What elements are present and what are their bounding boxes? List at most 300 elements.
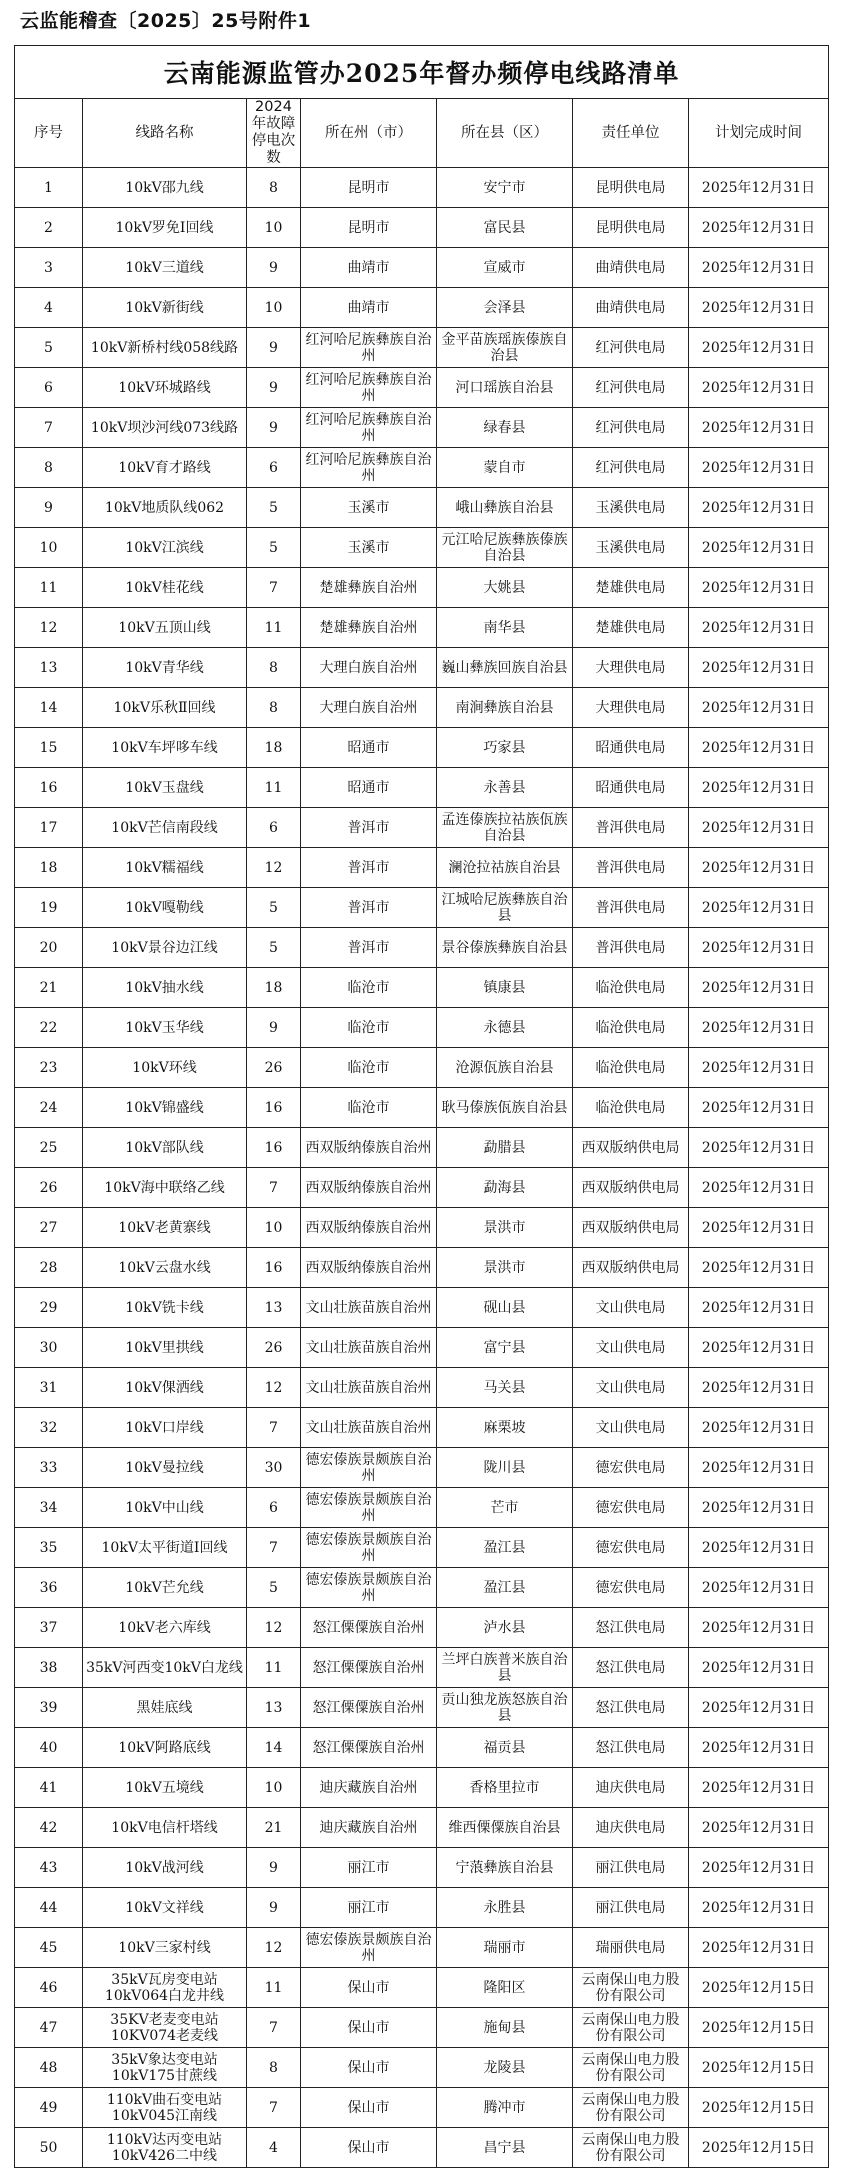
row-index-cell: 13: [15, 648, 83, 688]
prefecture-cell: 昆明市: [301, 168, 437, 208]
line-list-table: [14, 45, 829, 2168]
column-header-row: [15, 99, 829, 168]
row-index-cell: 45: [15, 1928, 83, 1968]
county-cell: 昌宁县: [437, 2128, 573, 2168]
outage-count-cell: 6: [247, 448, 301, 488]
outage-count-cell: 11: [247, 608, 301, 648]
outage-count-cell: 16: [247, 1248, 301, 1288]
responsible-unit-cell: 红河供电局: [573, 368, 689, 408]
prefecture-cell: 德宏傣族景颇族自治州: [301, 1448, 437, 1488]
county-cell: 安宁市: [437, 168, 573, 208]
responsible-unit-cell: 云南保山电力股份有限公司: [573, 2128, 689, 2168]
responsible-unit-cell: 丽江供电局: [573, 1888, 689, 1928]
completion-date-cell: 2025年12月31日: [689, 1008, 829, 1048]
line-name-cell: 10kV乐秋Ⅱ回线: [83, 688, 247, 728]
county-cell: 富民县: [437, 208, 573, 248]
line-name-cell: 10kV车坪哆车线: [83, 728, 247, 768]
table-row: [15, 1888, 829, 1928]
outage-count-cell: 6: [247, 1488, 301, 1528]
county-cell: 勐海县: [437, 1168, 573, 1208]
completion-date-cell: 2025年12月31日: [689, 1648, 829, 1688]
row-index-cell: 2: [15, 208, 83, 248]
outage-count-cell: 5: [247, 528, 301, 568]
row-index-cell: 49: [15, 2088, 83, 2128]
table-row: [15, 1008, 829, 1048]
table-row: [15, 328, 829, 368]
prefecture-cell: 临沧市: [301, 968, 437, 1008]
line-name-cell: 10kV玉盘线: [83, 768, 247, 808]
column-header-index: 序号: [15, 99, 83, 168]
line-name-cell: 10kV抽水线: [83, 968, 247, 1008]
completion-date-cell: 2025年12月31日: [689, 928, 829, 968]
prefecture-cell: 文山壮族苗族自治州: [301, 1288, 437, 1328]
table-row: [15, 408, 829, 448]
prefecture-cell: 曲靖市: [301, 288, 437, 328]
table-row: [15, 2048, 829, 2088]
outage-count-cell: 16: [247, 1088, 301, 1128]
line-name-cell: 10kV文祥线: [83, 1888, 247, 1928]
county-cell: 麻栗坡: [437, 1408, 573, 1448]
line-name-cell: 10kV战河线: [83, 1848, 247, 1888]
table-title: 云南能源监管办2025年督办频停电线路清单: [15, 46, 829, 99]
completion-date-cell: 2025年12月31日: [689, 248, 829, 288]
responsible-unit-cell: 西双版纳供电局: [573, 1168, 689, 1208]
completion-date-cell: 2025年12月31日: [689, 1928, 829, 1968]
responsible-unit-cell: 西双版纳供电局: [573, 1248, 689, 1288]
prefecture-cell: 德宏傣族景颇族自治州: [301, 1488, 437, 1528]
outage-count-cell: 5: [247, 488, 301, 528]
responsible-unit-cell: 临沧供电局: [573, 1088, 689, 1128]
row-index-cell: 16: [15, 768, 83, 808]
county-cell: 金平苗族瑶族傣族自治县: [437, 328, 573, 368]
county-cell: 南华县: [437, 608, 573, 648]
line-name-cell: 10kV新街线: [83, 288, 247, 328]
row-index-cell: 1: [15, 168, 83, 208]
line-name-cell: 黑娃底线: [83, 1688, 247, 1728]
outage-count-cell: 13: [247, 1688, 301, 1728]
responsible-unit-cell: 云南保山电力股份有限公司: [573, 2008, 689, 2048]
responsible-unit-cell: 西双版纳供电局: [573, 1128, 689, 1168]
line-name-cell: 35kV瓦房变电站10kV064白龙井线: [83, 1968, 247, 2008]
responsible-unit-cell: 德宏供电局: [573, 1528, 689, 1568]
row-index-cell: 19: [15, 888, 83, 928]
line-name-cell: 10kV曼拉线: [83, 1448, 247, 1488]
completion-date-cell: 2025年12月15日: [689, 2008, 829, 2048]
outage-count-cell: 10: [247, 288, 301, 328]
completion-date-cell: 2025年12月31日: [689, 728, 829, 768]
document-header: 云监能稽查〔2025〕25号附件1: [20, 10, 312, 32]
county-cell: 陇川县: [437, 1448, 573, 1488]
responsible-unit-cell: 楚雄供电局: [573, 608, 689, 648]
completion-date-cell: 2025年12月31日: [689, 1168, 829, 1208]
county-cell: 会泽县: [437, 288, 573, 328]
prefecture-cell: 楚雄彝族自治州: [301, 608, 437, 648]
column-header-outage-count: 2024年故障停电次数: [247, 99, 301, 168]
prefecture-cell: 保山市: [301, 2128, 437, 2168]
table-row: [15, 208, 829, 248]
row-index-cell: 5: [15, 328, 83, 368]
completion-date-cell: 2025年12月31日: [689, 1088, 829, 1128]
completion-date-cell: 2025年12月31日: [689, 1568, 829, 1608]
row-index-cell: 17: [15, 808, 83, 848]
prefecture-cell: 西双版纳傣族自治州: [301, 1128, 437, 1168]
row-index-cell: 10: [15, 528, 83, 568]
completion-date-cell: 2025年12月31日: [689, 848, 829, 888]
column-header-county: 所在县（区）: [437, 99, 573, 168]
row-index-cell: 28: [15, 1248, 83, 1288]
completion-date-cell: 2025年12月31日: [689, 1768, 829, 1808]
table-row: [15, 1968, 829, 2008]
completion-date-cell: 2025年12月31日: [689, 408, 829, 448]
outage-count-cell: 16: [247, 1128, 301, 1168]
table-body: [15, 168, 829, 2168]
table-row: [15, 1568, 829, 1608]
responsible-unit-cell: 德宏供电局: [573, 1568, 689, 1608]
prefecture-cell: 德宏傣族景颇族自治州: [301, 1568, 437, 1608]
prefecture-cell: 保山市: [301, 1968, 437, 2008]
completion-date-cell: 2025年12月15日: [689, 2128, 829, 2168]
responsible-unit-cell: 文山供电局: [573, 1408, 689, 1448]
county-cell: 绿春县: [437, 408, 573, 448]
completion-date-cell: 2025年12月15日: [689, 2048, 829, 2088]
row-index-cell: 11: [15, 568, 83, 608]
responsible-unit-cell: 昆明供电局: [573, 208, 689, 248]
table-row: [15, 688, 829, 728]
outage-count-cell: 11: [247, 768, 301, 808]
prefecture-cell: 保山市: [301, 2088, 437, 2128]
county-cell: 龙陵县: [437, 2048, 573, 2088]
line-name-cell: 10kV里拱线: [83, 1328, 247, 1368]
line-name-cell: 110kV达丙变电站10kV426二中线: [83, 2128, 247, 2168]
county-cell: 马关县: [437, 1368, 573, 1408]
line-name-cell: 35kV河西变10kV白龙线: [83, 1648, 247, 1688]
completion-date-cell: 2025年12月31日: [689, 1488, 829, 1528]
row-index-cell: 47: [15, 2008, 83, 2048]
county-cell: 江城哈尼族彝族自治县: [437, 888, 573, 928]
county-cell: 蒙自市: [437, 448, 573, 488]
table-row: [15, 1688, 829, 1728]
line-name-cell: 10kV景谷边江线: [83, 928, 247, 968]
row-index-cell: 36: [15, 1568, 83, 1608]
completion-date-cell: 2025年12月31日: [689, 568, 829, 608]
table-row: [15, 968, 829, 1008]
completion-date-cell: 2025年12月31日: [689, 1248, 829, 1288]
outage-count-cell: 5: [247, 928, 301, 968]
responsible-unit-cell: 玉溪供电局: [573, 528, 689, 568]
row-index-cell: 6: [15, 368, 83, 408]
table-row: [15, 1088, 829, 1128]
row-index-cell: 37: [15, 1608, 83, 1648]
line-name-cell: 10kV太平街道Ⅰ回线: [83, 1528, 247, 1568]
responsible-unit-cell: 德宏供电局: [573, 1448, 689, 1488]
row-index-cell: 48: [15, 2048, 83, 2088]
table-row: [15, 1848, 829, 1888]
line-name-cell: 10kV玉华线: [83, 1008, 247, 1048]
outage-count-cell: 7: [247, 2088, 301, 2128]
county-cell: 宣威市: [437, 248, 573, 288]
prefecture-cell: 昭通市: [301, 728, 437, 768]
county-cell: 芒市: [437, 1488, 573, 1528]
prefecture-cell: 丽江市: [301, 1848, 437, 1888]
responsible-unit-cell: 丽江供电局: [573, 1848, 689, 1888]
prefecture-cell: 大理白族自治州: [301, 688, 437, 728]
outage-count-cell: 9: [247, 328, 301, 368]
responsible-unit-cell: 怒江供电局: [573, 1608, 689, 1648]
outage-count-cell: 8: [247, 648, 301, 688]
county-cell: 景谷傣族彝族自治县: [437, 928, 573, 968]
outage-count-cell: 7: [247, 1528, 301, 1568]
prefecture-cell: 西双版纳傣族自治州: [301, 1208, 437, 1248]
line-name-cell: 10kV铣卡线: [83, 1288, 247, 1328]
prefecture-cell: 怒江傈僳族自治州: [301, 1608, 437, 1648]
county-cell: 盈江县: [437, 1528, 573, 1568]
prefecture-cell: 临沧市: [301, 1048, 437, 1088]
responsible-unit-cell: 普洱供电局: [573, 808, 689, 848]
responsible-unit-cell: 怒江供电局: [573, 1728, 689, 1768]
line-name-cell: 10kV育才路线: [83, 448, 247, 488]
responsible-unit-cell: 曲靖供电局: [573, 288, 689, 328]
completion-date-cell: 2025年12月31日: [689, 1608, 829, 1648]
row-index-cell: 23: [15, 1048, 83, 1088]
table-row: [15, 848, 829, 888]
line-name-cell: 10kV口岸线: [83, 1408, 247, 1448]
table-row: [15, 1128, 829, 1168]
county-cell: 景洪市: [437, 1208, 573, 1248]
prefecture-cell: 保山市: [301, 2008, 437, 2048]
row-index-cell: 26: [15, 1168, 83, 1208]
outage-count-cell: 11: [247, 1648, 301, 1688]
responsible-unit-cell: 云南保山电力股份有限公司: [573, 2088, 689, 2128]
row-index-cell: 34: [15, 1488, 83, 1528]
outage-count-cell: 7: [247, 568, 301, 608]
prefecture-cell: 普洱市: [301, 888, 437, 928]
county-cell: 沧源佤族自治县: [437, 1048, 573, 1088]
completion-date-cell: 2025年12月31日: [689, 1408, 829, 1448]
responsible-unit-cell: 临沧供电局: [573, 968, 689, 1008]
responsible-unit-cell: 文山供电局: [573, 1328, 689, 1368]
outage-count-cell: 9: [247, 368, 301, 408]
table-row: [15, 368, 829, 408]
prefecture-cell: 文山壮族苗族自治州: [301, 1408, 437, 1448]
row-index-cell: 15: [15, 728, 83, 768]
outage-count-cell: 10: [247, 1768, 301, 1808]
responsible-unit-cell: 西双版纳供电局: [573, 1208, 689, 1248]
row-index-cell: 22: [15, 1008, 83, 1048]
responsible-unit-cell: 昭通供电局: [573, 768, 689, 808]
county-cell: 泸水县: [437, 1608, 573, 1648]
responsible-unit-cell: 临沧供电局: [573, 1048, 689, 1088]
column-header-prefecture: 所在州（市）: [301, 99, 437, 168]
prefecture-cell: 红河哈尼族彝族自治州: [301, 328, 437, 368]
responsible-unit-cell: 昆明供电局: [573, 168, 689, 208]
line-name-cell: 10kV坝沙河线073线路: [83, 408, 247, 448]
table-row: [15, 1928, 829, 1968]
prefecture-cell: 西双版纳傣族自治州: [301, 1248, 437, 1288]
prefecture-cell: 临沧市: [301, 1008, 437, 1048]
line-name-cell: 10kV部队线: [83, 1128, 247, 1168]
completion-date-cell: 2025年12月31日: [689, 448, 829, 488]
completion-date-cell: 2025年12月31日: [689, 1808, 829, 1848]
table-row: [15, 168, 829, 208]
table-row: [15, 568, 829, 608]
county-cell: 澜沧拉祜族自治县: [437, 848, 573, 888]
outage-count-cell: 13: [247, 1288, 301, 1328]
completion-date-cell: 2025年12月31日: [689, 1368, 829, 1408]
row-index-cell: 42: [15, 1808, 83, 1848]
row-index-cell: 14: [15, 688, 83, 728]
outage-count-cell: 12: [247, 1608, 301, 1648]
table-row: [15, 1608, 829, 1648]
row-index-cell: 21: [15, 968, 83, 1008]
outage-count-cell: 21: [247, 1808, 301, 1848]
prefecture-cell: 西双版纳傣族自治州: [301, 1168, 437, 1208]
row-index-cell: 4: [15, 288, 83, 328]
completion-date-cell: 2025年12月31日: [689, 288, 829, 328]
row-index-cell: 3: [15, 248, 83, 288]
outage-count-cell: 9: [247, 408, 301, 448]
prefecture-cell: 保山市: [301, 2048, 437, 2088]
responsible-unit-cell: 普洱供电局: [573, 888, 689, 928]
county-cell: 宁蒗彝族自治县: [437, 1848, 573, 1888]
table-row: [15, 728, 829, 768]
outage-count-cell: 10: [247, 1208, 301, 1248]
outage-count-cell: 14: [247, 1728, 301, 1768]
prefecture-cell: 普洱市: [301, 848, 437, 888]
row-index-cell: 35: [15, 1528, 83, 1568]
completion-date-cell: 2025年12月31日: [689, 968, 829, 1008]
completion-date-cell: 2025年12月31日: [689, 208, 829, 248]
line-name-cell: 10kV海中联络乙线: [83, 1168, 247, 1208]
outage-count-cell: 10: [247, 208, 301, 248]
completion-date-cell: 2025年12月31日: [689, 888, 829, 928]
prefecture-cell: 怒江傈僳族自治州: [301, 1728, 437, 1768]
county-cell: 腾冲市: [437, 2088, 573, 2128]
prefecture-cell: 昭通市: [301, 768, 437, 808]
completion-date-cell: 2025年12月15日: [689, 1968, 829, 2008]
table-row: [15, 1448, 829, 1488]
table-row: [15, 1328, 829, 1368]
county-cell: 维西傈僳族自治县: [437, 1808, 573, 1848]
county-cell: 南涧彝族自治县: [437, 688, 573, 728]
responsible-unit-cell: 曲靖供电局: [573, 248, 689, 288]
table-row: [15, 1528, 829, 1568]
line-name-cell: 10kV五境线: [83, 1768, 247, 1808]
outage-count-cell: 6: [247, 808, 301, 848]
table-row: [15, 1728, 829, 1768]
completion-date-cell: 2025年12月31日: [689, 1048, 829, 1088]
completion-date-cell: 2025年12月31日: [689, 648, 829, 688]
line-name-cell: 10kV五顶山线: [83, 608, 247, 648]
line-name-cell: 10kV邵九线: [83, 168, 247, 208]
county-cell: 峨山彝族自治县: [437, 488, 573, 528]
outage-count-cell: 9: [247, 1008, 301, 1048]
responsible-unit-cell: 红河供电局: [573, 328, 689, 368]
county-cell: 贡山独龙族怒族自治县: [437, 1688, 573, 1728]
line-name-cell: 10kV地质队线062: [83, 488, 247, 528]
completion-date-cell: 2025年12月31日: [689, 688, 829, 728]
county-cell: 瑞丽市: [437, 1928, 573, 1968]
prefecture-cell: 玉溪市: [301, 528, 437, 568]
responsible-unit-cell: 红河供电局: [573, 448, 689, 488]
row-index-cell: 20: [15, 928, 83, 968]
responsible-unit-cell: 楚雄供电局: [573, 568, 689, 608]
row-index-cell: 41: [15, 1768, 83, 1808]
completion-date-cell: 2025年12月31日: [689, 1208, 829, 1248]
responsible-unit-cell: 玉溪供电局: [573, 488, 689, 528]
outage-count-cell: 26: [247, 1048, 301, 1088]
row-index-cell: 31: [15, 1368, 83, 1408]
table-row: [15, 608, 829, 648]
line-name-cell: 10kV环线: [83, 1048, 247, 1088]
prefecture-cell: 曲靖市: [301, 248, 437, 288]
line-name-cell: 10kV锦盛线: [83, 1088, 247, 1128]
row-index-cell: 7: [15, 408, 83, 448]
prefecture-cell: 大理白族自治州: [301, 648, 437, 688]
outage-count-cell: 12: [247, 848, 301, 888]
county-cell: 永善县: [437, 768, 573, 808]
county-cell: 兰坪白族普米族自治县: [437, 1648, 573, 1688]
completion-date-cell: 2025年12月31日: [689, 1128, 829, 1168]
county-cell: 永胜县: [437, 1888, 573, 1928]
responsible-unit-cell: 怒江供电局: [573, 1648, 689, 1688]
outage-count-cell: 8: [247, 168, 301, 208]
table-row: [15, 288, 829, 328]
line-name-cell: 10kV嘎勒线: [83, 888, 247, 928]
outage-count-cell: 7: [247, 2008, 301, 2048]
line-name-cell: 10kV三道线: [83, 248, 247, 288]
prefecture-cell: 红河哈尼族彝族自治州: [301, 408, 437, 448]
prefecture-cell: 德宏傣族景颇族自治州: [301, 1928, 437, 1968]
responsible-unit-cell: 德宏供电局: [573, 1488, 689, 1528]
line-name-cell: 10kV倮洒线: [83, 1368, 247, 1408]
prefecture-cell: 普洱市: [301, 808, 437, 848]
row-index-cell: 12: [15, 608, 83, 648]
completion-date-cell: 2025年12月31日: [689, 1888, 829, 1928]
outage-count-cell: 5: [247, 1568, 301, 1608]
column-header-completion-date: 计划完成时间: [689, 99, 829, 168]
line-name-cell: 110kV曲石变电站10kV045江南线: [83, 2088, 247, 2128]
county-cell: 勐腊县: [437, 1128, 573, 1168]
county-cell: 孟连傣族拉祜族佤族自治县: [437, 808, 573, 848]
responsible-unit-cell: 普洱供电局: [573, 848, 689, 888]
responsible-unit-cell: 普洱供电局: [573, 928, 689, 968]
prefecture-cell: 昆明市: [301, 208, 437, 248]
completion-date-cell: 2025年12月31日: [689, 1688, 829, 1728]
outage-count-cell: 8: [247, 2048, 301, 2088]
prefecture-cell: 迪庆藏族自治州: [301, 1808, 437, 1848]
responsible-unit-cell: 昭通供电局: [573, 728, 689, 768]
table-row: [15, 1408, 829, 1448]
outage-count-cell: 4: [247, 2128, 301, 2168]
completion-date-cell: 2025年12月31日: [689, 528, 829, 568]
table-row: [15, 1648, 829, 1688]
prefecture-cell: 文山壮族苗族自治州: [301, 1328, 437, 1368]
table-row: [15, 888, 829, 928]
prefecture-cell: 德宏傣族景颇族自治州: [301, 1528, 437, 1568]
table-row: [15, 448, 829, 488]
county-cell: 大姚县: [437, 568, 573, 608]
line-name-cell: 10kV江滨线: [83, 528, 247, 568]
table-row: [15, 2008, 829, 2048]
responsible-unit-cell: 大理供电局: [573, 688, 689, 728]
county-cell: 福贡县: [437, 1728, 573, 1768]
row-index-cell: 30: [15, 1328, 83, 1368]
county-cell: 施甸县: [437, 2008, 573, 2048]
completion-date-cell: 2025年12月31日: [689, 1448, 829, 1488]
completion-date-cell: 2025年12月31日: [689, 1528, 829, 1568]
row-index-cell: 50: [15, 2128, 83, 2168]
prefecture-cell: 临沧市: [301, 1088, 437, 1128]
